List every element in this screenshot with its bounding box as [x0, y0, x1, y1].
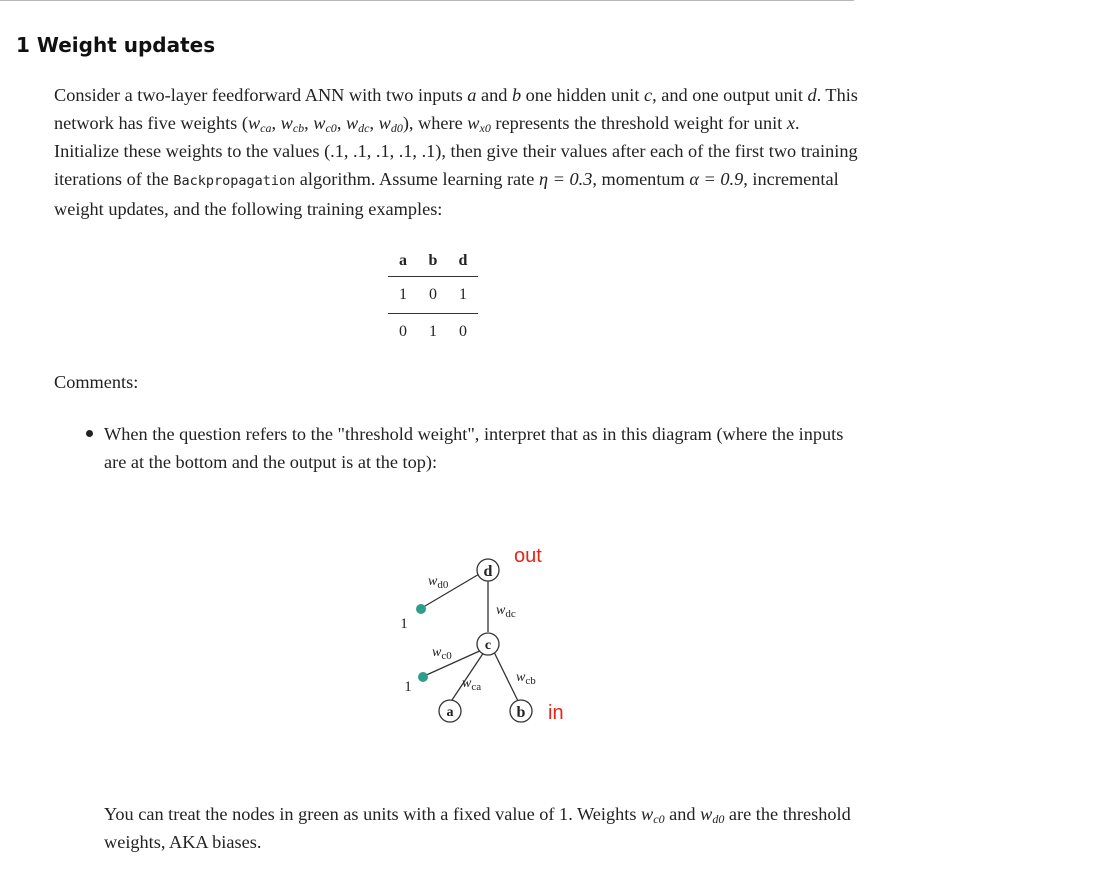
math-w-cb: $w_{cb}$	[280, 113, 305, 135]
closing-note	[104, 800, 864, 856]
text: . This network has five weights (	[54, 85, 858, 133]
weight-dc-label: $w_{dc}$	[496, 603, 516, 620]
bullet-icon	[86, 430, 93, 437]
math-w-d0: $w_{d0}$	[378, 113, 403, 135]
bias-value-c: 1	[404, 679, 412, 695]
text: and	[664, 804, 701, 824]
algorithm-name: Backpropagation	[173, 173, 296, 189]
math-a: a	[467, 85, 477, 105]
bias-node-d	[416, 604, 426, 614]
comments-label: Comments:	[54, 372, 139, 392]
problem-statement: Consider a two-layer feedforward ANN with two inputs a and b one hidden unit c, and one output unit d. This network has five weights ($w_{ca}$, $w_{cb}$, $w_{c0}$, $w_{dc}$, $w_{d0}$), where $w_{x0}$ represents the threshold weight for unit x. Initialize these weights to the values (.1, .1, .1, .1, .1), then give their values after each of the first two training iterations of the Backpropagation algorithm. Assume learning rate η = 0.3, momentum α = 0.9, incremental weight updates, and the following training examples:	[54, 85, 858, 219]
math-c: c	[643, 85, 653, 105]
out-label: out	[514, 545, 542, 567]
text: . Initialize these weights to the values (.1, .1, .1, .1, .1), then give their values after each of the first two training iterations of the	[54, 113, 858, 189]
math-eta: η = 0.3	[538, 169, 593, 189]
bullet-text: When the question refers to the "threshold weight", interpret that as in this diagram (where the inputs are at the bottom and the output is at the top):	[104, 424, 844, 472]
text: are the threshold weights, AKA biases.	[104, 804, 851, 852]
text: , and one output unit	[652, 85, 808, 105]
math-w-c0: $w_{c0}$	[641, 804, 665, 826]
text: You can treat the nodes in green as units with a fixed value of 1. Weights	[104, 804, 642, 824]
section-title: Weight updates	[36, 33, 216, 57]
text: ), where	[402, 113, 468, 133]
table-cell: 1	[429, 323, 437, 340]
node-b-label: b	[516, 704, 526, 721]
math-alpha: α = 0.9	[689, 169, 744, 189]
text: one hidden unit	[521, 85, 644, 105]
table-row	[388, 277, 478, 314]
node-c-label: c	[484, 638, 492, 653]
weight-c0-label: $w_{c0}$	[432, 645, 452, 662]
network-diagram	[390, 540, 590, 740]
section-number: 1	[16, 33, 30, 57]
column-header: b	[418, 246, 448, 277]
table-cell: 0	[399, 323, 407, 340]
table-cell: 0	[459, 323, 467, 340]
top-divider	[0, 0, 854, 1]
table-row	[388, 314, 478, 351]
list-item	[82, 420, 852, 476]
table-cell: 0	[418, 277, 448, 314]
bias-value-d: 1	[400, 616, 408, 632]
math-w-x0: $w_{x0}$	[467, 113, 491, 135]
math-b: b	[511, 85, 522, 105]
training-examples-table	[388, 246, 478, 350]
math-d: d	[807, 85, 817, 105]
weight-d0-label: $w_{d0}$	[428, 574, 449, 591]
math-w-d0: $w_{d0}$	[700, 804, 725, 826]
weight-ca-label: $w_{ca}$	[462, 676, 482, 693]
node-d-label: d	[483, 563, 493, 580]
text: Consider a two-layer feedforward ANN with two inputs	[54, 85, 468, 105]
edge-cb	[494, 652, 518, 701]
text: represents the threshold weight for unit	[490, 113, 787, 133]
in-label: in	[548, 702, 564, 724]
math-x: x	[786, 113, 795, 133]
node-a-label: a	[446, 705, 454, 720]
bias-node-c	[418, 672, 428, 682]
section-heading	[16, 33, 215, 57]
table-header-row	[388, 246, 478, 277]
math-w-c0: $w_{c0}$	[313, 113, 337, 135]
weight-cb-label: $w_{cb}$	[516, 670, 536, 687]
comments-list	[82, 420, 852, 476]
column-header: d	[448, 246, 478, 277]
math-w-dc: $w_{dc}$	[345, 113, 370, 135]
text: , momentum	[592, 169, 690, 189]
text: algorithm. Assume learning rate	[295, 169, 539, 189]
text: , incremental weight updates, and the following training examples:	[54, 169, 839, 219]
text: and	[476, 85, 512, 105]
table-cell: 1	[448, 277, 478, 314]
math-w-ca: $w_{ca}$	[247, 113, 272, 135]
column-header: a	[388, 246, 418, 277]
table-cell: 1	[388, 277, 418, 314]
